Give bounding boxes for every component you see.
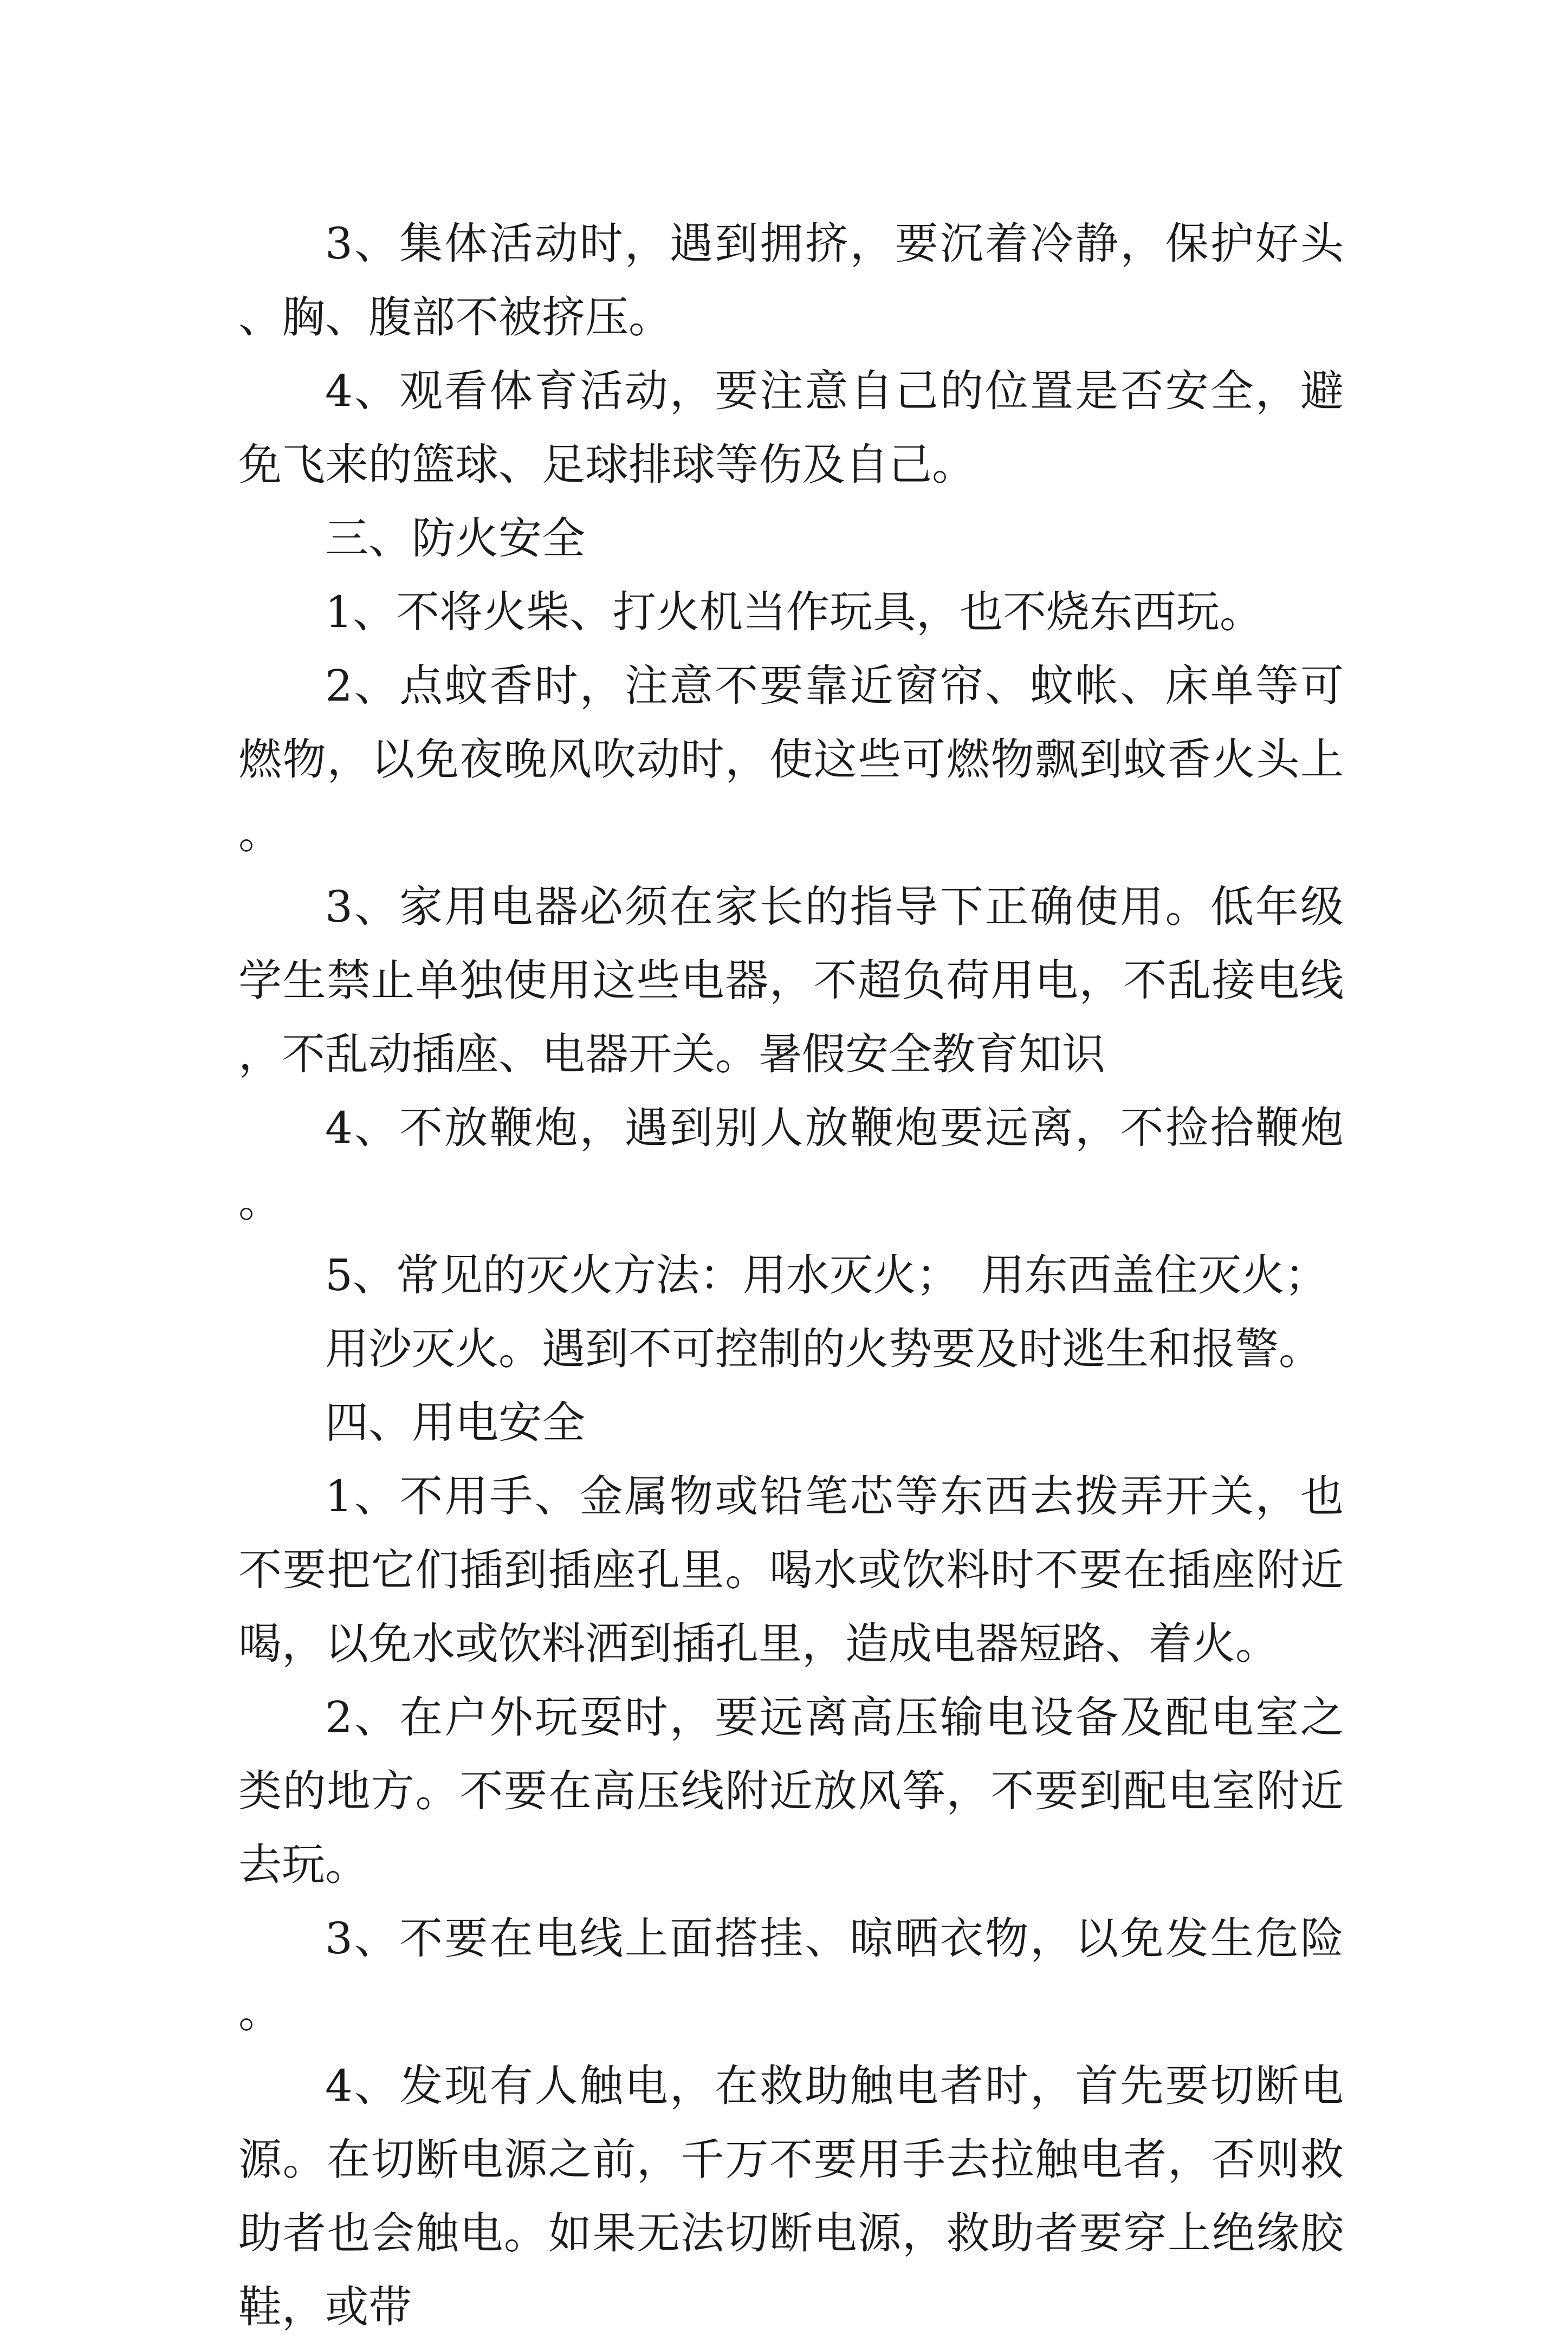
paragraph-matches-lighters: 1、不将火柴、打火机当作玩具，也不烧东西玩。: [325, 587, 1263, 637]
document-body: [238, 207, 1344, 2344]
paragraph-household-appliances: 3、家用电器必须在家长的指导下正确使用。低年级学生禁止单独使用这些电器，不超负荷用电，不乱接电线，不乱动插座、电器开关。暑假安全教育知识: [238, 882, 1344, 1079]
paragraph-electric-shock-rescue: 4、发现有人触电，在救助触电者时，首先要切断电源。在切断电源之前，千万不要用手去拉触电者，否则救助者也会触电。如果无法切断电源，救助者要穿上绝缘胶鞋，或带: [238, 2061, 1344, 2332]
section-heading-electrical-safety: 四、用电安全: [325, 1397, 585, 1448]
paragraph-extinguishing-continued: 用沙灭火。遇到不可控制的火势要及时逃生和报警。: [325, 1324, 1322, 1374]
paragraph-crowd-safety: 3、集体活动时，遇到拥挤，要沉着冷静，保护好头、胸、腹部不被挤压。: [238, 218, 1344, 342]
paragraph-firecrackers: 4、不放鞭炮，遇到别人放鞭炮要远离，不捡拾鞭炮。: [238, 1103, 1344, 1227]
paragraph-wires-clothes: 3、不要在电线上面搭挂、晾晒衣物，以免发生危险。: [238, 1913, 1344, 2037]
paragraph-high-voltage: 2、在户外玩耍时，要远离高压输电设备及配电室之类的地方。不要在高压线附近放风筝，不要到配电室附近去玩。: [238, 1692, 1344, 1890]
paragraph-extinguishing-methods: 5、常见的灭火方法：用水灭火； 用东西盖住灭火；: [325, 1250, 1328, 1300]
paragraph-mosquito-coil: 2、点蚊香时，注意不要靠近窗帘、蚊帐、床单等可燃物，以免夜晚风吹动时，使这些可燃物飘到蚊香火头上。: [238, 661, 1344, 858]
paragraph-sports-watching: 4、观看体育活动，要注意自己的位置是否安全，避免飞来的篮球、足球排球等伤及自己。: [238, 366, 1344, 490]
paragraph-switches-sockets: 1、不用手、金属物或铅笔芯等东西去拨弄开关，也不要把它们插到插座孔里。喝水或饮料时不要在插座附近喝，以免水或饮料洒到插孔里，造成电器短路、着火。: [238, 1471, 1344, 1669]
section-heading-fire-safety: 三、防火安全: [325, 513, 585, 564]
